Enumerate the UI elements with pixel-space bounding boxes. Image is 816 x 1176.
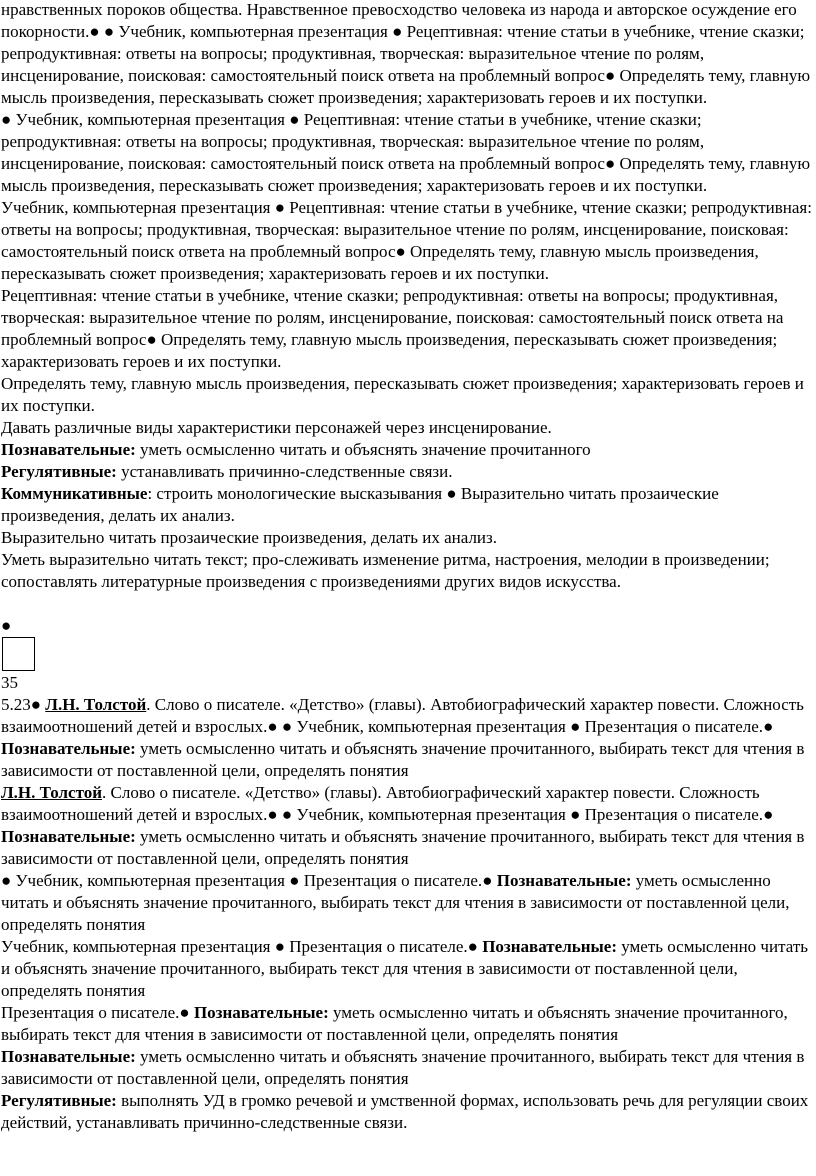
text-run: уметь осмысленно читать и объяснять значение прочитанного, выбирать текст для чтения в зависимости от поставленной цели, определять понятия — [1, 1047, 805, 1088]
text-run: ● Определять тему, главную мысль произведения, пересказывать сюжет произведения; характеризовать героев и их поступки. — [1, 330, 778, 371]
section-number: 5.23 — [1, 695, 31, 714]
paragraph — [1, 197, 814, 285]
text-run: ● — [179, 1003, 194, 1022]
text-run: Уметь выразительно читать текст; про-слеживать изменение ритма, настроения, мелодии в произведении; сопоставлять литературные произведения с произведениями других видов искусства. — [1, 550, 770, 591]
text-run: ● Выразительно читать прозаические произведения, делать их анализ. — [1, 484, 719, 525]
bold-run — [45, 695, 146, 714]
bold-run: Познавательные: — [1, 1047, 136, 1066]
text-block-top — [1, 0, 814, 593]
text-run: ● Учебник, компьютерная презентация — [1, 871, 290, 890]
text-run: ● — [763, 717, 774, 736]
text-run: Слово о писателе. «Детство» (главы). Автобиографический характер повести. Сложность взаимоотношений детей и взрослых. — [1, 695, 804, 736]
paragraph — [1, 1090, 814, 1134]
text-run: : строить монологические высказывания — [147, 484, 447, 503]
text-run: . — [146, 695, 151, 714]
bold-run: Познавательные: — [1, 440, 136, 459]
text-run: ● Рецептивная: чтение статьи в учебнике, чтение сказки; репродуктивная: ответы на вопросы; продуктивная, творческая: выразительное чтение по ролям, инсценирование, поисковая: самостоятельный поиск ответа на проблемный вопрос — [1, 198, 812, 261]
text-run: Учебник, компьютерная презентация — [1, 198, 275, 217]
text-run: ● Презентация о писателе. — [274, 937, 468, 956]
bold-run: Регулятивные: — [1, 1091, 117, 1110]
text-run: уметь осмысленно читать и объяснять значение прочитанного — [135, 440, 591, 459]
text-block-bottom — [1, 694, 814, 1134]
text-run: ● — [30, 695, 46, 714]
text-run: Определять тему, главную мысль произведения, пересказывать сюжет произведения; характеризовать героев и их поступки. — [1, 374, 804, 415]
text-run: ● Рецептивная: чтение статьи в учебнике, чтение сказки; репродуктивная: ответы на вопросы; продуктивная, творческая: выразительное чтение по ролям, инсценирование, поисковая: самостоятельный поиск ответа на проблемный вопрос — [1, 22, 805, 85]
paragraph — [1, 439, 814, 461]
text-run: ● ● Учебник, компьютерная презентация — [89, 22, 393, 41]
bold-run: Познавательные: — [193, 1003, 329, 1022]
paragraph — [1, 1002, 814, 1046]
paragraph — [1, 109, 814, 197]
paragraph — [1, 417, 814, 439]
text-run: уметь осмысленно читать и объяснять значение прочитанного, выбирать текст для чтения в зависимости от поставленной цели, определять понятия — [1, 1003, 788, 1044]
text-run: ● Определять тему, главную мысль произведения, пересказывать сюжет произведения; характеризовать героев и их поступки. — [1, 66, 811, 107]
bold-run: Познавательные: — [496, 871, 632, 890]
text-run: Рецептивная: чтение статьи в учебнике, чтение сказки; репродуктивная: ответы на вопросы; продуктивная, творческая: выразительное чтение по ролям, инсценирование, поисковая: самостоятельный поиск ответа на проблемный вопрос — [1, 286, 784, 349]
paragraph — [1, 483, 814, 527]
paragraph — [1, 870, 814, 936]
text-run: Слово о писателе. «Детство» (главы). Автобиографический характер повести. Сложность взаимоотношений детей и взрослых. — [1, 783, 760, 824]
bold-run: Познавательные: — [1, 739, 136, 758]
text-run: Давать различные виды характеристики персонажей через инсценирование. — [1, 418, 552, 437]
text-run: Выразительно читать прозаические произведения, делать их анализ. — [1, 528, 497, 547]
underlined-run: Л.Н. Толстой — [1, 783, 102, 802]
text-run: Презентация о писателе. — [1, 1003, 180, 1022]
text-run: ● Учебник, компьютерная презентация — [1, 110, 290, 129]
paragraph — [1, 527, 814, 549]
page-number: 35 — [1, 673, 18, 692]
paragraph — [1, 461, 814, 483]
text-run: ● Рецептивная: чтение статьи в учебнике, чтение сказки; репродуктивная: ответы на вопросы; продуктивная, творческая: выразительное чтение по ролям, инсценирование, поисковая: самостоятельный поиск ответа на проблемный вопрос — [1, 110, 705, 173]
text-run: ● Определять тему, главную мысль произведения, пересказывать сюжет произведения; характеризовать героев и их поступки. — [1, 154, 811, 195]
lone-bullet: ● — [1, 616, 12, 635]
bold-run: Познавательные: — [1, 827, 136, 846]
bold-run: Регулятивные: — [1, 462, 117, 481]
paragraph — [1, 549, 814, 593]
text-run: . — [102, 783, 107, 802]
paragraph — [1, 373, 814, 417]
bold-run: Познавательные: — [482, 937, 617, 956]
paragraph — [1, 285, 814, 373]
paragraph — [1, 936, 814, 1002]
empty-box — [2, 637, 35, 671]
text-run: ● — [482, 871, 497, 890]
paragraph — [1, 782, 814, 870]
bold-run — [1, 783, 102, 802]
text-run: ● Презентация о писателе. — [289, 871, 483, 890]
text-run: нравственных пороков общества. Нравственное превосходство человека из народа и авторское осуждение его покорности. — [1, 0, 797, 41]
text-run: уметь осмысленно читать и объяснять значение прочитанного, выбирать текст для чтения в зависимости от поставленной цели, определять понятия — [1, 937, 809, 1000]
text-run: Учебник, компьютерная презентация — [1, 937, 275, 956]
text-run: ● — [763, 805, 774, 824]
paragraph — [1, 0, 814, 109]
underlined-run: Л.Н. Толстой — [45, 695, 147, 714]
text-run: уметь осмысленно читать и объяснять значение прочитанного, выбирать текст для чтения в зависимости от поставленной цели, определять понятия — [1, 739, 805, 780]
paragraph — [1, 1046, 814, 1090]
text-run: ● Презентация о писателе. — [570, 805, 764, 824]
text-run: ● ● Учебник, компьютерная презентация — [267, 717, 571, 736]
text-run: выполнять УД в громко речевой и умственной формах, использовать речь для регуляции своих действий, устанавливать причинно-следственные связи. — [1, 1091, 809, 1132]
bold-run: Коммуникативные — [1, 484, 148, 503]
text-run: уметь осмысленно читать и объяснять значение прочитанного, выбирать текст для чтения в зависимости от поставленной цели, определять понятия — [1, 827, 805, 868]
text-run: уметь осмысленно читать и объяснять значение прочитанного, выбирать текст для чтения в зависимости от поставленной цели, определять понятия — [1, 871, 790, 934]
text-run: ● Презентация о писателе. — [570, 717, 764, 736]
spacer — [1, 593, 814, 615]
text-run: ● ● Учебник, компьютерная презентация — [267, 805, 571, 824]
text-run: ● — [467, 937, 483, 956]
text-run: ● Определять тему, главную мысль произведения, пересказывать сюжет произведения; характеризовать героев и их поступки. — [1, 242, 759, 283]
text-run: устанавливать причинно-следственные связи. — [116, 462, 453, 481]
paragraph — [1, 694, 814, 782]
